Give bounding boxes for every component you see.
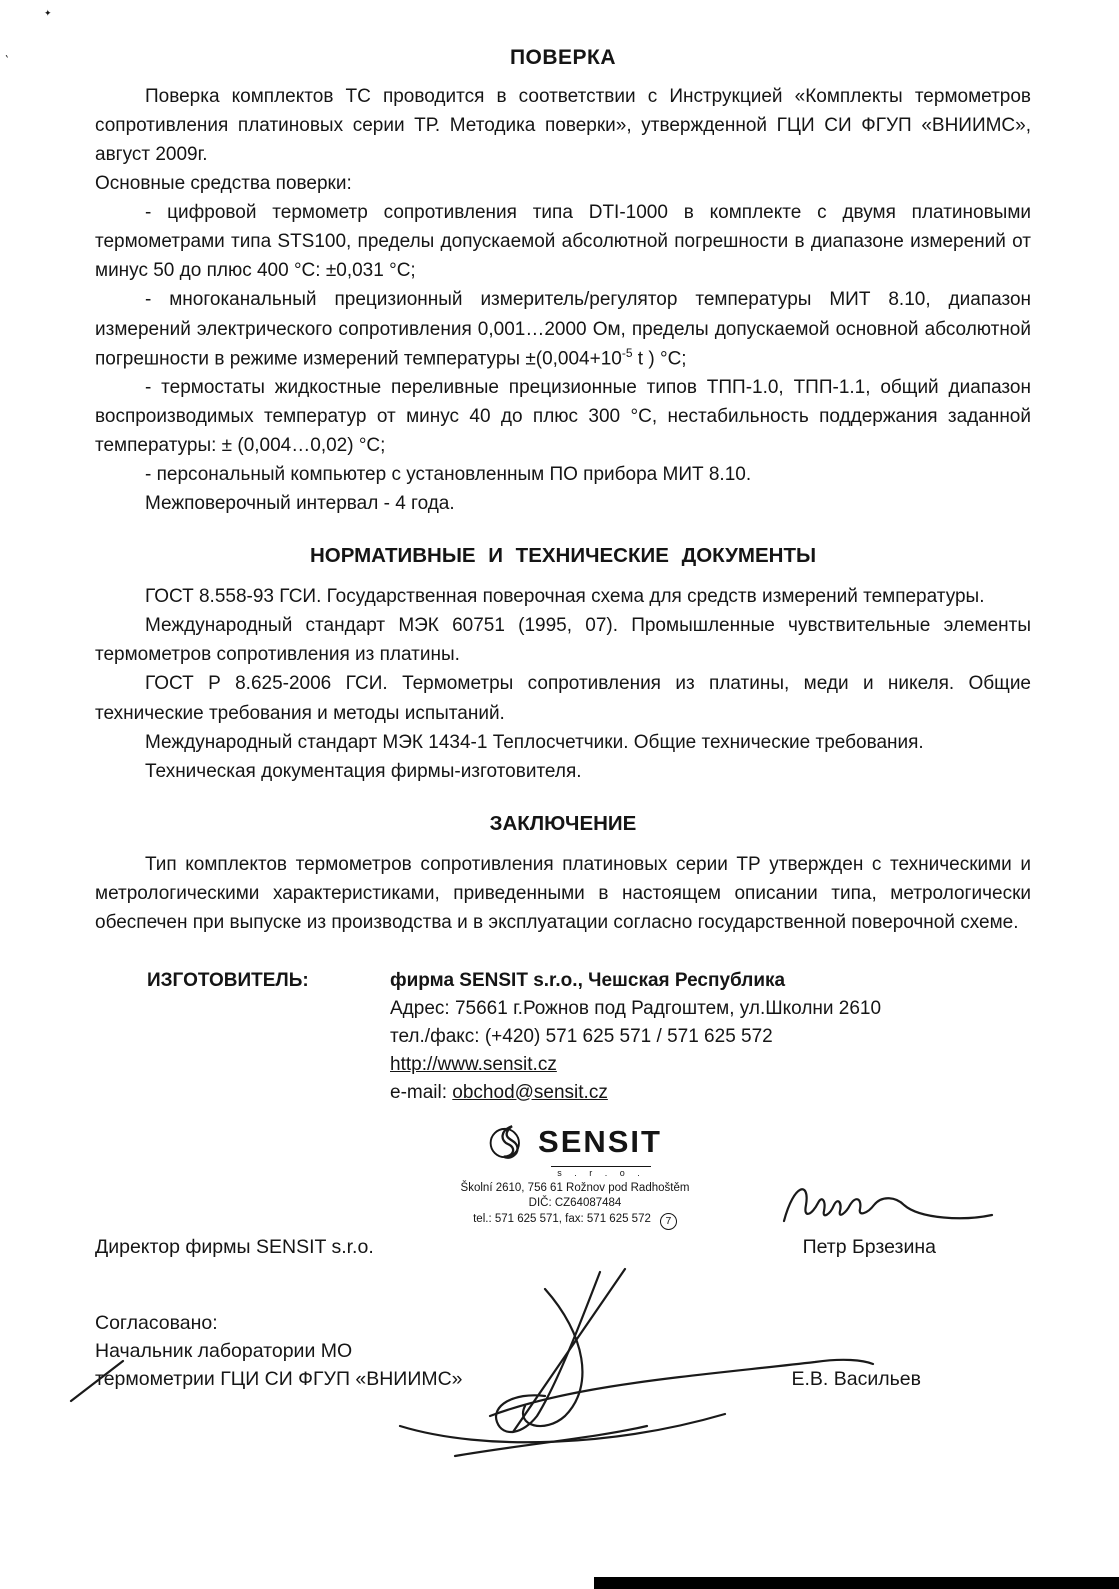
manufacturer-details	[390, 967, 1031, 1107]
paragraph-gost-8558: ГОСТ 8.558-93 ГСИ. Государственная поверочная схема для средств измерений температуры.	[145, 586, 985, 608]
manufacturer-name: фирма SENSIT s.r.o., Чешская Республика	[390, 969, 786, 991]
stamp-address-line2: DIČ: CZ64087484	[528, 1197, 622, 1210]
page-title: ПОВЕРКА	[509, 46, 617, 69]
manufacturer-email-link: obchod@sensit.cz	[452, 1081, 608, 1103]
approval-block	[95, 1309, 1031, 1394]
agreed-row	[95, 1365, 1031, 1393]
agreed-position-line1: Начальник лаборатории МО	[95, 1339, 353, 1362]
director-name: Петр Брзезина	[802, 1235, 936, 1258]
paragraph-tech-docs: Техническая документация фирмы-изготовителя.	[145, 760, 582, 782]
stamp-logo-row	[415, 1121, 735, 1163]
scan-artifact-mark: ’	[3, 52, 13, 66]
pen-mark	[65, 1357, 129, 1405]
manufacturer-phone: тел./факс: (+420) 571 625 571 / 571 625 572	[390, 1025, 773, 1047]
superscript-exponent: -5	[621, 345, 633, 360]
stamp-brand-text: SENSIT	[538, 1123, 662, 1159]
stamp-phone-text: tel.: 571 625 571, fax: 571 625 572	[473, 1212, 651, 1225]
stamp-sro-text: s . r . o .	[551, 1166, 651, 1178]
manufacturer-email-line	[390, 1079, 1031, 1107]
stamp-address-line1: Školní 2610, 756 61 Rožnov pod Radhoštěm	[460, 1181, 690, 1194]
director-signature	[776, 1175, 1001, 1233]
paragraph-gost-r-8625: ГОСТ Р 8.625-2006 ГСИ. Термометры сопротивления из платины, меди и никеля. Общие технические требования и методы испытаний.	[95, 673, 1031, 724]
list-item-thermostats: - термостаты жидкостные переливные прецизионные типов ТПП-1.0, ТПП-1.1, общий диапазон воспроизводимых температур от минус 40 до плюс 300 °С, нестабильность поддержания заданной температуры: ± (0,004…0,02) °С;	[95, 376, 1031, 457]
stamp-address-line3	[415, 1212, 735, 1230]
section-heading-conclusion: ЗАКЛЮЧЕНИЕ	[489, 811, 637, 835]
circled-number-badge: 7	[660, 1213, 677, 1230]
manufacturer-website-link: http://www.sensit.cz	[390, 1053, 557, 1075]
manufacturer-address: Адрес: 75661 г.Рожнов под Радгоштем, ул.Школни 2610	[390, 997, 882, 1019]
agreed-position-line2: термометрии ГЦИ СИ ФГУП «ВНИИМС»	[95, 1368, 463, 1391]
approver-name: Е.В. Васильев	[791, 1368, 921, 1391]
manufacturer-label: ИЗГОТОВИТЕЛЬ:	[147, 969, 309, 991]
list-item-regulator-mit	[95, 285, 1031, 373]
paragraph-means-intro: Основные средства поверки:	[95, 173, 352, 195]
paragraph-iec-60751: Международный стандарт МЭК 60751 (1995, 07). Промышленные чувствительные элементы термометров сопротивления из платины.	[95, 615, 1031, 666]
agreed-label: Согласовано:	[95, 1311, 218, 1334]
paragraph-iec-1434: Международный стандарт МЭК 1434-1 Теплосчетчики. Общие технические требования.	[145, 731, 924, 753]
email-label: e-mail:	[390, 1081, 453, 1103]
sensit-logo-icon	[488, 1121, 530, 1163]
company-stamp	[415, 1121, 735, 1230]
director-signature-row	[95, 1236, 1031, 1259]
list-item-thermometer-dti: - цифровой термометр сопротивления типа DTI-1000 в комплекте с двумя платиновыми термометрами типа STS100, пределы допускаемой абсолютной погрешности в диапазоне измерений от минус 50 до плюс 400 °С: ±0,031 °С;	[95, 202, 1031, 282]
director-label: Директор фирмы SENSIT s.r.o.	[95, 1235, 374, 1258]
manufacturer-block	[95, 967, 1031, 1107]
scan-artifact-mark: ✦	[44, 8, 52, 18]
paragraph-verification-intro: Поверка комплектов ТС проводится в соответствии с Инструкцией «Комплекты термометров сопротивления платиновых серии ТР. Методика поверки», утвержденной ГЦИ СИ ФГУП «ВНИИМС», август 2009г.	[95, 86, 1031, 166]
list-item-mit-tail: t ) °С;	[632, 347, 687, 369]
scan-edge-artifact	[594, 1577, 1119, 1589]
paragraph-conclusion: Тип комплектов термометров сопротивления платиновых серии ТР утвержден с техническими и метрологическими характеристиками, приведенными в настоящем описании типа, метрологически обеспечен при выпуске из производства и в эксплуатации согласно государственной поверочной схеме.	[95, 853, 1031, 933]
list-item-mit-text: - многоканальный прецизионный измеритель/регулятор температуры МИТ 8.10, диапазон измерений электрического сопротивления 0,001…2000 Ом, пределы допускаемой основной абсолютной погрешности в режиме измерений температуры ±(0,004+10	[95, 289, 1031, 369]
paragraph-interval: Межповерочный интервал - 4 года.	[145, 493, 455, 515]
list-item-computer: - персональный компьютер с установленным ПО прибора МИТ 8.10.	[145, 464, 752, 486]
section-heading-normative: НОРМАТИВНЫЕ И ТЕХНИЧЕСКИЕ ДОКУМЕНТЫ	[309, 544, 817, 568]
